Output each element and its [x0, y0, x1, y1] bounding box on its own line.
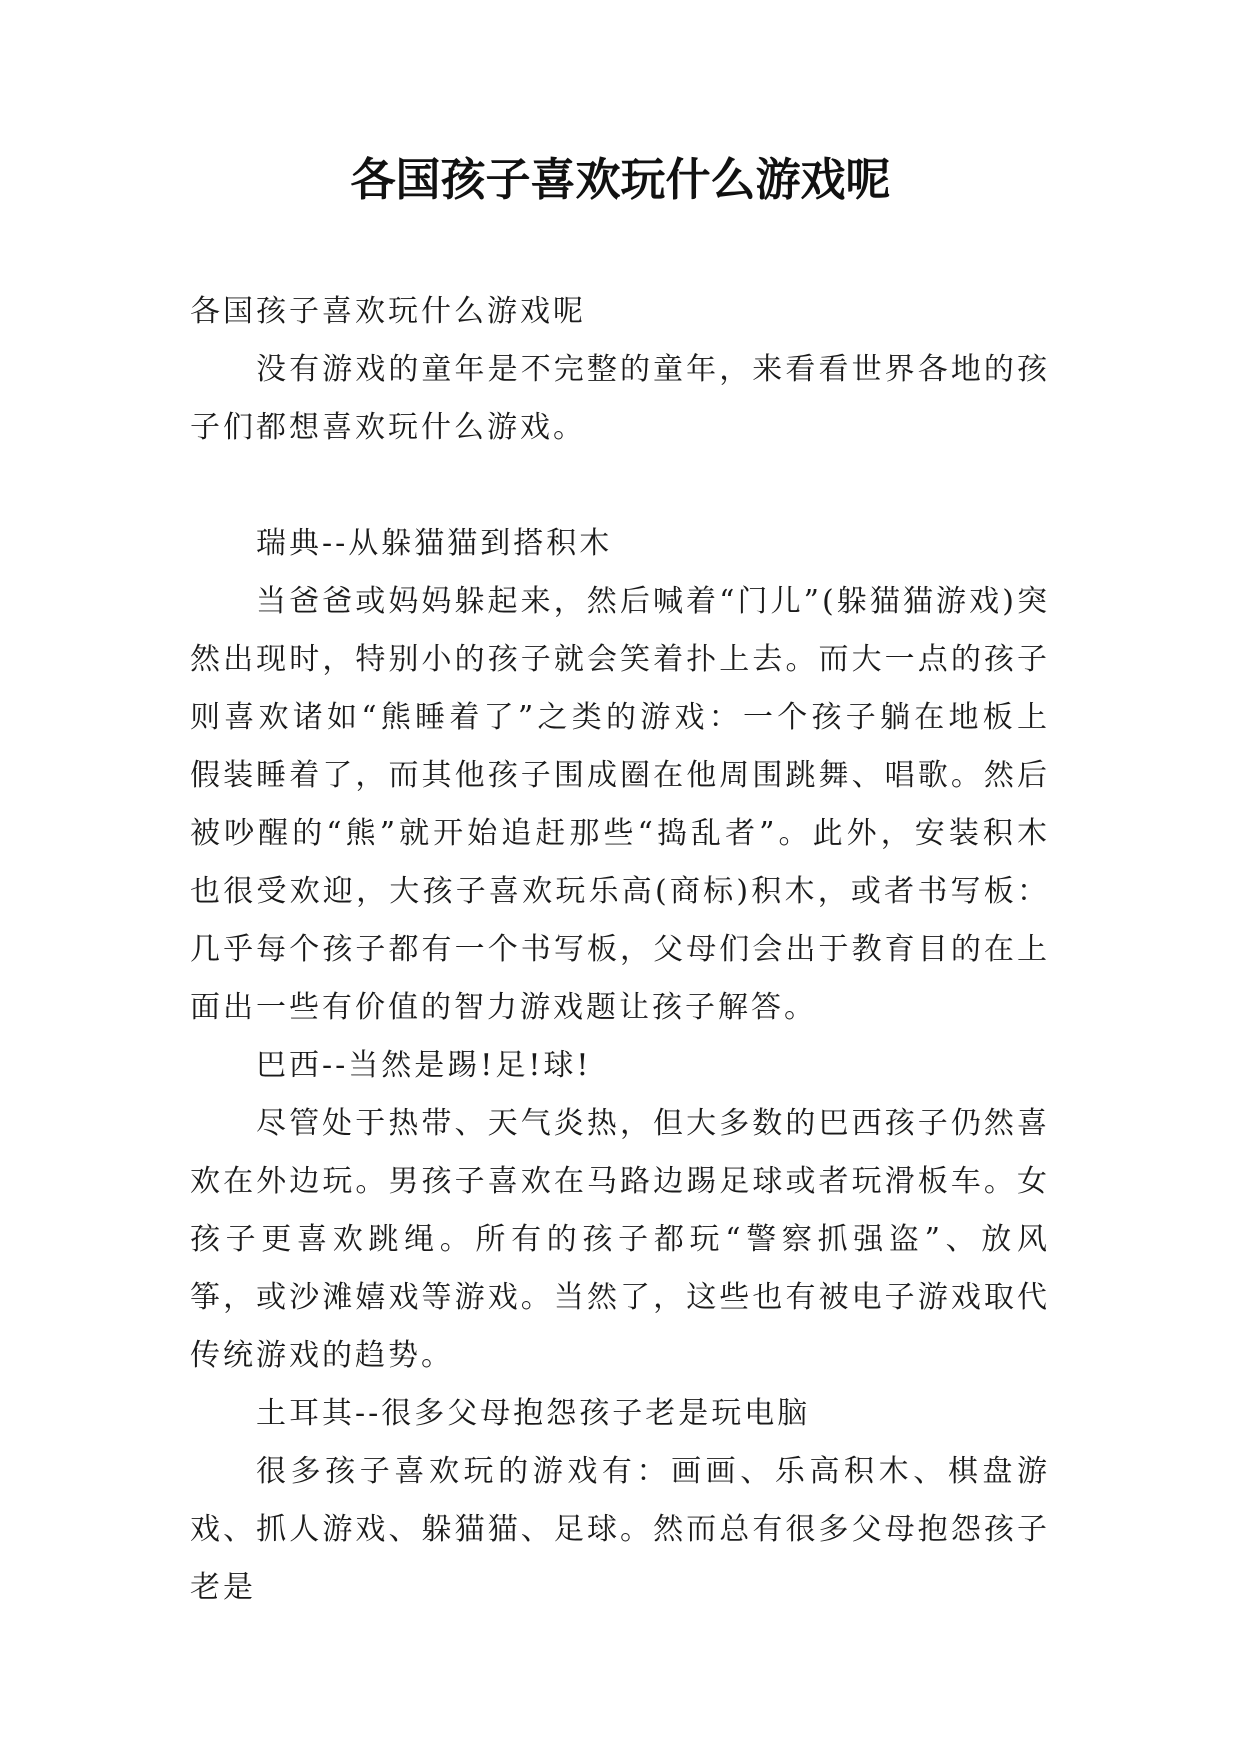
section-heading-sweden: 瑞典--从躲猫猫到搭积木 [256, 526, 613, 561]
intro-paragraph: 没有游戏的童年是不完整的童年，来看看世界各地的孩子们都想喜欢玩什么游戏。 [190, 352, 1050, 445]
section-heading-turkey: 土耳其--很多父母抱怨孩子老是玩电脑 [256, 1396, 811, 1431]
paragraph-spacer [190, 457, 1050, 515]
section-heading-brazil: 巴西--当然是踢!足!球! [256, 1048, 592, 1083]
document-body [190, 283, 1050, 1617]
section-body-brazil: 尽管处于热带、天气炎热，但大多数的巴西孩子仍然喜欢在外边玩。男孩子喜欢在马路边踢足球或者玩滑板车。女孩子更喜欢跳绳。所有的孩子都玩“警察抓强盗”、放风筝，或沙滩嬉戏等游戏。当然了，这些也有被电子游戏取代传统游戏的趋势。 [190, 1106, 1050, 1373]
section-body-sweden: 当爸爸或妈妈躲起来，然后喊着“门儿”(躲猫猫游戏)突然出现时，特别小的孩子就会笑着扑上去。而大一点的孩子则喜欢诸如“熊睡着了”之类的游戏：一个孩子躺在地板上假装睡着了，而其他孩子围成圈在他周围跳舞、唱歌。然后被吵醒的“熊”就开始追赶那些“捣乱者”。此外，安装积木也很受欢迎，大孩子喜欢玩乐高(商标)积木，或者书写板：几乎每个孩子都有一个书写板，父母们会出于教育目的在上面出一些有价值的智力游戏题让孩子解答。 [190, 584, 1050, 1025]
document-title: 各国孩子喜欢玩什么游戏呢 [350, 153, 891, 206]
section-body-turkey: 很多孩子喜欢玩的游戏有：画画、乐高积木、棋盘游戏、抓人游戏、躲猫猫、足球。然而总有很多父母抱怨孩子老是 [190, 1454, 1050, 1605]
document-subtitle: 各国孩子喜欢玩什么游戏呢 [190, 294, 586, 329]
